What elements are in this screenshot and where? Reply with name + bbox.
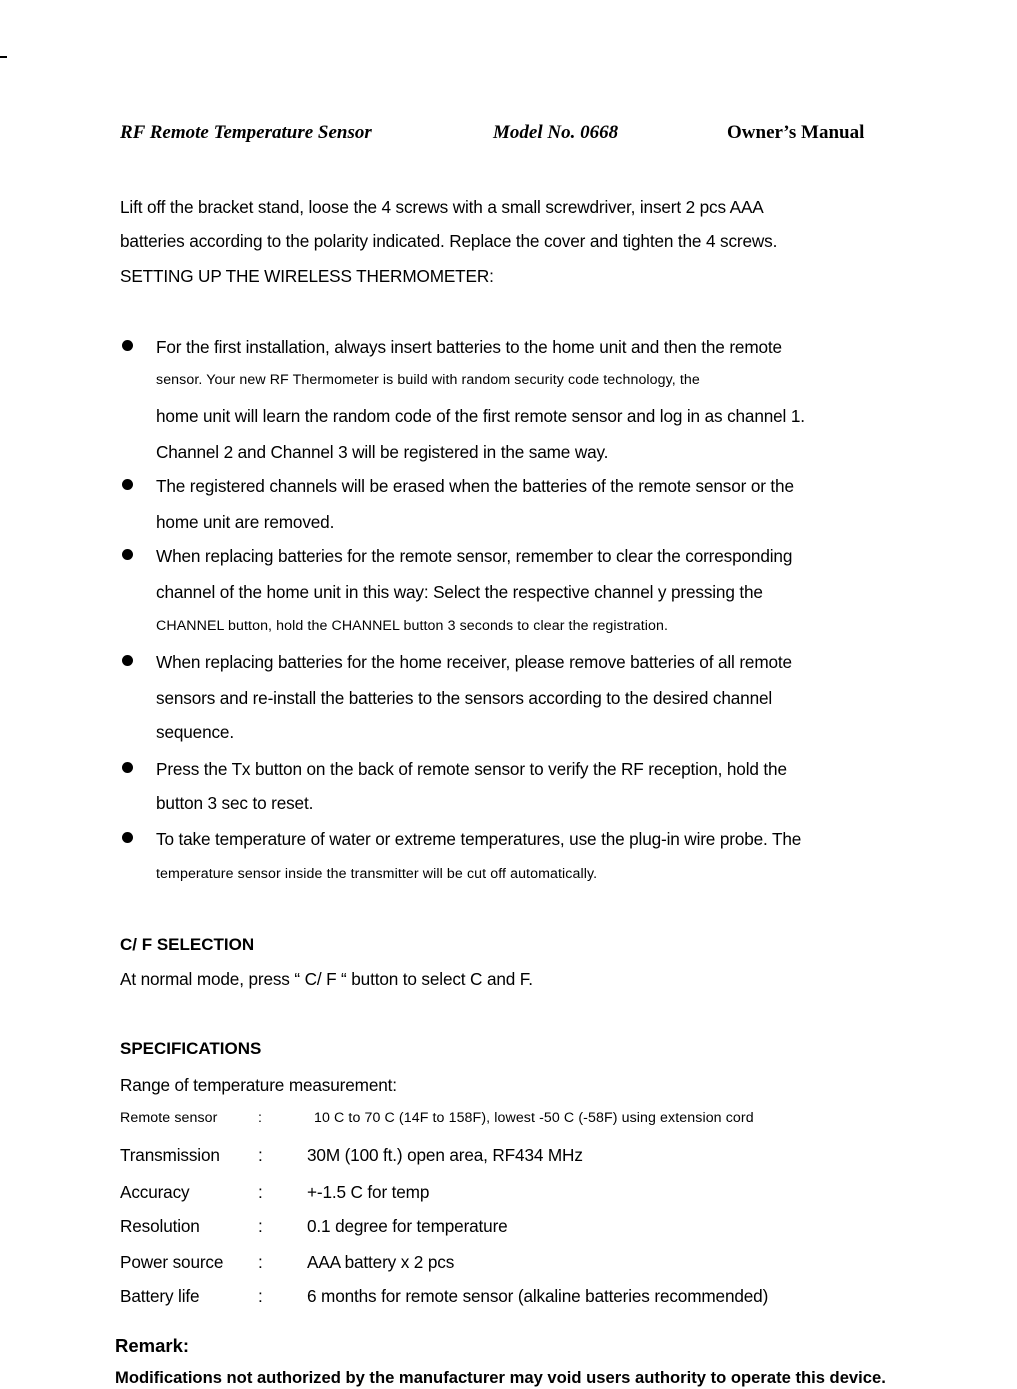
spec-label: Remote sensor bbox=[120, 1110, 218, 1126]
bullet-dot bbox=[122, 762, 133, 773]
bullet-1-line-3: home unit will learn the random code of the first remote sensor and log in as channel 1. bbox=[156, 406, 805, 426]
spec-label: Resolution bbox=[120, 1216, 200, 1236]
bullet-dot bbox=[122, 655, 133, 666]
bullet-4-line-2: sensors and re-install the batteries to the sensors according to the desired channel bbox=[156, 688, 773, 708]
bullet-4-line-1: When replacing batteries for the home receiver, please remove batteries of all remote bbox=[156, 652, 792, 672]
remark-text: Modifications not authorized by the manufacturer may void users authority to operate this device. bbox=[115, 1368, 886, 1387]
spec-label: Accuracy bbox=[120, 1182, 190, 1202]
intro-line-1: Lift off the bracket stand, loose the 4 screws with a small screwdriver, insert 2 pcs AAA bbox=[120, 197, 764, 217]
spec-sep: : bbox=[258, 1145, 263, 1165]
spec-sep: : bbox=[258, 1286, 263, 1306]
bullet-2-line-2: home unit are removed. bbox=[156, 512, 335, 532]
scan-mark bbox=[0, 56, 7, 58]
spec-label: Transmission bbox=[120, 1145, 220, 1165]
spec-value: +-1.5 C for temp bbox=[307, 1182, 430, 1202]
bullet-1-line-2: sensor. Your new RF Thermometer is build with random security code technology, the bbox=[156, 372, 700, 388]
bullet-5-line-2: button 3 sec to reset. bbox=[156, 793, 314, 813]
intro-line-3: SETTING UP THE WIRELESS THERMOMETER: bbox=[120, 266, 494, 286]
bullet-1-line-4: Channel 2 and Channel 3 will be registered in the same way. bbox=[156, 442, 609, 462]
spec-value: 0.1 degree for temperature bbox=[307, 1216, 508, 1236]
spec-sep: : bbox=[258, 1252, 263, 1272]
spec-sep: : bbox=[258, 1110, 263, 1126]
spec-value: 10 C to 70 C (14F to 158F), lowest -50 C (-58F) using extension cord bbox=[314, 1110, 754, 1126]
bullet-dot bbox=[122, 832, 133, 843]
intro-line-2: batteries according to the polarity indicated. Replace the cover and tighten the 4 screws. bbox=[120, 231, 778, 251]
header-product: RF Remote Temperature Sensor bbox=[120, 122, 372, 143]
bullet-dot bbox=[122, 340, 133, 351]
bullet-dot bbox=[122, 549, 133, 560]
spec-value: AAA battery x 2 pcs bbox=[307, 1252, 455, 1272]
spec-value: 6 months for remote sensor (alkaline batteries recommended) bbox=[307, 1286, 769, 1306]
bullet-4-line-3: sequence. bbox=[156, 722, 234, 742]
bullet-3-line-2: channel of the home unit in this way: Select the respective channel y pressing the bbox=[156, 582, 763, 602]
spec-sep: : bbox=[258, 1216, 263, 1236]
bullet-1-line-1: For the first installation, always insert batteries to the home unit and then the remote bbox=[156, 337, 782, 357]
bullet-6-line-1: To take temperature of water or extreme temperatures, use the plug-in wire probe. The bbox=[156, 829, 802, 849]
header-doc-title: Owner’s Manual bbox=[727, 122, 865, 143]
header-model: Model No. 0668 bbox=[493, 122, 619, 143]
spec-value: 30M (100 ft.) open area, RF434 MHz bbox=[307, 1145, 583, 1165]
spec-label: Battery life bbox=[120, 1286, 200, 1306]
spec-sep: : bbox=[258, 1182, 263, 1202]
specs-intro: Range of temperature measurement: bbox=[120, 1075, 397, 1095]
bullet-3-line-3: CHANNEL button, hold the CHANNEL button 3 seconds to clear the registration. bbox=[156, 618, 669, 634]
spec-label: Power source bbox=[120, 1252, 224, 1272]
remark-heading: Remark: bbox=[115, 1335, 190, 1356]
bullet-6-line-2: temperature sensor inside the transmitter will be cut off automatically. bbox=[156, 866, 598, 882]
bullet-2-line-1: The registered channels will be erased when the batteries of the remote sensor or the bbox=[156, 476, 794, 496]
cf-heading: C/ F SELECTION bbox=[120, 935, 255, 954]
specs-heading: SPECIFICATIONS bbox=[120, 1039, 262, 1058]
cf-text: At normal mode, press “ C/ F “ button to select C and F. bbox=[120, 969, 533, 989]
bullet-3-line-1: When replacing batteries for the remote sensor, remember to clear the corresponding bbox=[156, 546, 793, 566]
bullet-5-line-1: Press the Tx button on the back of remote sensor to verify the RF reception, hold the bbox=[156, 759, 787, 779]
bullet-dot bbox=[122, 479, 133, 490]
